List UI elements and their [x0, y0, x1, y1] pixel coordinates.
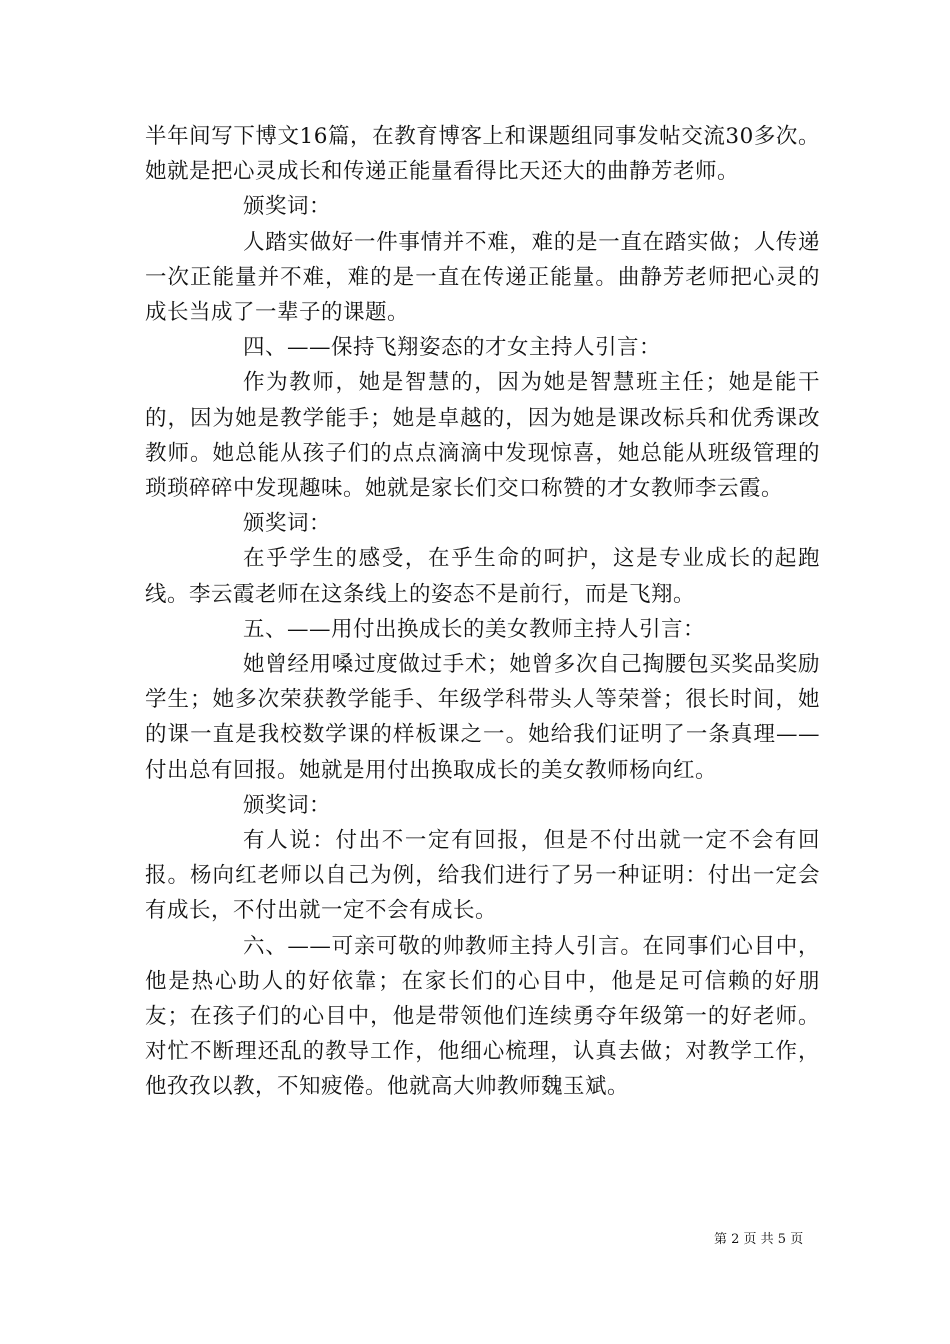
paragraph-award-label: 颁奖词： [243, 194, 332, 220]
paragraph-award-label: 颁奖词： [243, 792, 332, 818]
paragraph-award-text: 在乎学生的感受，在乎生命的呵护，这是专业成长的起跑线。李云霞老师在这条线上的姿态不是前行，而是飞翔。 [145, 546, 820, 607]
section-heading-four: 四、——保持飞翔姿态的才女主持人引言： [243, 335, 662, 361]
section-heading-five: 五、——用付出换成长的美女教师主持人引言： [243, 616, 706, 642]
document-body [145, 119, 820, 1105]
paragraph-continuation: 半年间写下博文16篇，在教育博客上和课题组同事发帖交流30多次。她就是把心灵成长和传递正能量看得比天还大的曲静芳老师。 [145, 124, 820, 185]
section-heading-six: 六、——可亲可敬的帅教师主持人引言。在同事们心目中，他是热心助人的好依靠；在家长们的心目中，他是足可信赖的好朋友；在孩子们的心目中，他是带领他们连续勇夺年级第一的好老师。对忙不断理还乱的教导工作，他细心梳理，认真去做；对教学工作，他孜孜以教，不知疲倦。他就高大帅教师魏玉斌。 [145, 933, 820, 1100]
page-number-footer: 第 2 页 共 5 页 [714, 1232, 804, 1247]
paragraph-intro-text: 她曾经用嗓过度做过手术；她曾多次自己掏腰包买奖品奖励学生；她多次荣获教学能手、年级学科带头人等荣誉；很长时间，她的课一直是我校数学课的样板课之一。她给我们证明了一条真理——付出总有回报。她就是用付出换取成长的美女教师杨向红。 [145, 652, 820, 783]
paragraph-award-text: 有人说：付出不一定有回报，但是不付出就一定不会有回报。杨向红老师以自己为例，给我们进行了另一种证明：付出一定会有成长，不付出就一定不会有成长。 [145, 828, 820, 924]
paragraph-award-text: 人踏实做好一件事情并不难，难的是一直在踏实做；人传递一次正能量并不难，难的是一直在传递正能量。曲静芳老师把心灵的成长当成了一辈子的课题。 [145, 229, 820, 326]
paragraph-intro-text: 作为教师，她是智慧的，因为她是智慧班主任；她是能干的，因为她是教学能手；她是卓越的，因为她是课改标兵和优秀课改教师。她总能从孩子们的点点滴滴中发现惊喜，她总能从班级管理的琐琐碎碎中发现趣味。她就是家长们交口称赞的才女教师李云霞。 [145, 370, 820, 502]
paragraph-award-label: 颁奖词： [243, 511, 332, 537]
